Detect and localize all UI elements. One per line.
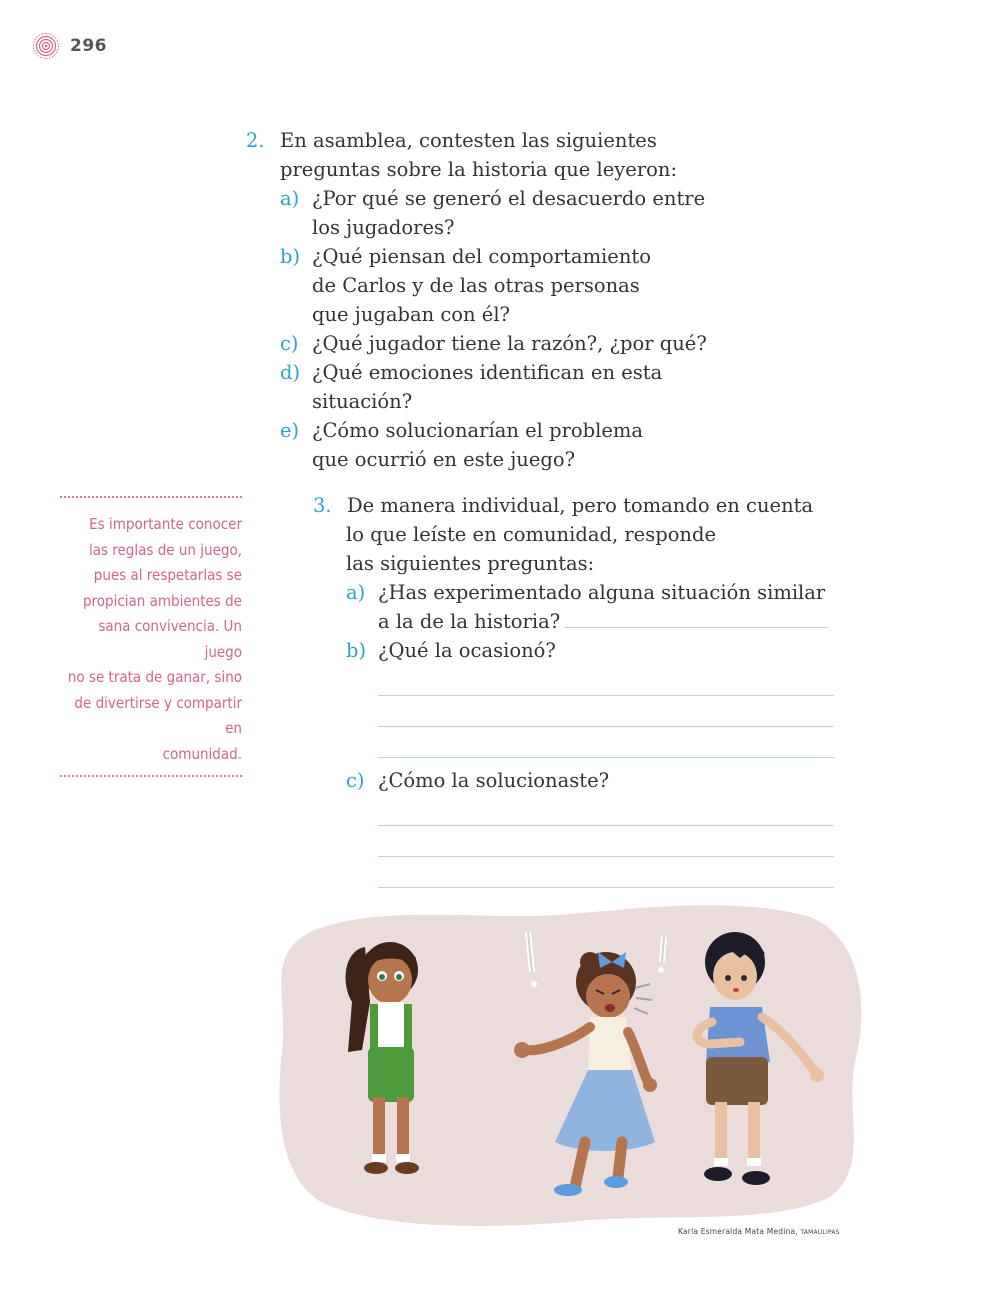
answer-line[interactable] [378, 665, 834, 696]
question-item: b) ¿Qué piensan del comportamiento de Carlos y de las otras personas que jugaban con él? [280, 242, 746, 329]
illustration-credit: Karla Esmeralda Mata Medina, TAMAULIPAS [678, 1227, 840, 1236]
question-item-a: a) ¿Has experimentado alguna situación similar a la de la historia? [346, 578, 838, 636]
sidebar-line: de divertirse y compartir en [74, 693, 242, 737]
question-item: c) ¿Qué jugador tiene la razón?, ¿por qué? [280, 329, 746, 358]
answer-line[interactable] [378, 727, 834, 758]
page-number: 296 [70, 36, 107, 56]
answer-line[interactable] [378, 696, 834, 727]
sidebar-line: no se trata de ganar, sino [67, 668, 242, 686]
item-letter: e) [280, 419, 300, 442]
question-2 [246, 126, 746, 474]
answer-line[interactable] [378, 857, 834, 888]
item-letter: a) [346, 581, 366, 604]
sidebar-note [60, 496, 242, 777]
item-letter: a) [280, 187, 300, 210]
question-item-c: c) ¿Cómo la solucionaste? [346, 766, 838, 888]
question-item: a) ¿Por qué se generó el desacuerdo entre los jugadores? [280, 184, 746, 242]
item-letter: d) [280, 361, 301, 384]
page-header [32, 32, 107, 60]
sidebar-line: comunidad. [162, 744, 242, 763]
sidebar-line: Es importante conocer [89, 515, 242, 533]
sidebar-line: propician ambientes de [82, 591, 242, 610]
question-number: 2. [246, 129, 265, 152]
item-letter: b) [280, 245, 301, 268]
answer-line[interactable] [564, 609, 829, 628]
question-2-prompt: 2. En asamblea, contesten las siguientes [246, 126, 746, 155]
sidebar-line: sana convivencia. Un juego [98, 617, 242, 661]
item-letter: c) [346, 769, 365, 792]
sidebar-line: pues al respetarlas se [93, 566, 242, 584]
question-3: 3. De manera individual, pero tomando en cuenta lo que leíste en comunidad, responde las siguientes preguntas: a) ¿Has experimentado alguna situación similar a la de la historia? b) ¿Qué la ocasionó? c) ¿Cómo la solucionaste? [313, 491, 838, 888]
children-argument-illustration [270, 892, 870, 1227]
question-3-prompt: 3. De manera individual, pero tomando en cuenta [313, 491, 838, 520]
concentric-circle-logo-icon [32, 32, 60, 60]
question-item: d) ¿Qué emociones identifican en esta situación? [280, 358, 746, 416]
item-letter: b) [346, 639, 367, 662]
sidebar-line: las reglas de un juego, [88, 540, 242, 559]
question-2-prompt-line: preguntas sobre la historia que leyeron: [280, 158, 678, 181]
question-number: 3. [313, 494, 332, 517]
answer-line[interactable] [378, 826, 834, 857]
answer-line[interactable] [378, 795, 834, 826]
item-letter: c) [280, 332, 299, 355]
question-item: e) ¿Cómo solucionarían el problema que ocurrió en este juego? [280, 416, 746, 474]
question-item-b: b) ¿Qué la ocasionó? [346, 636, 838, 758]
